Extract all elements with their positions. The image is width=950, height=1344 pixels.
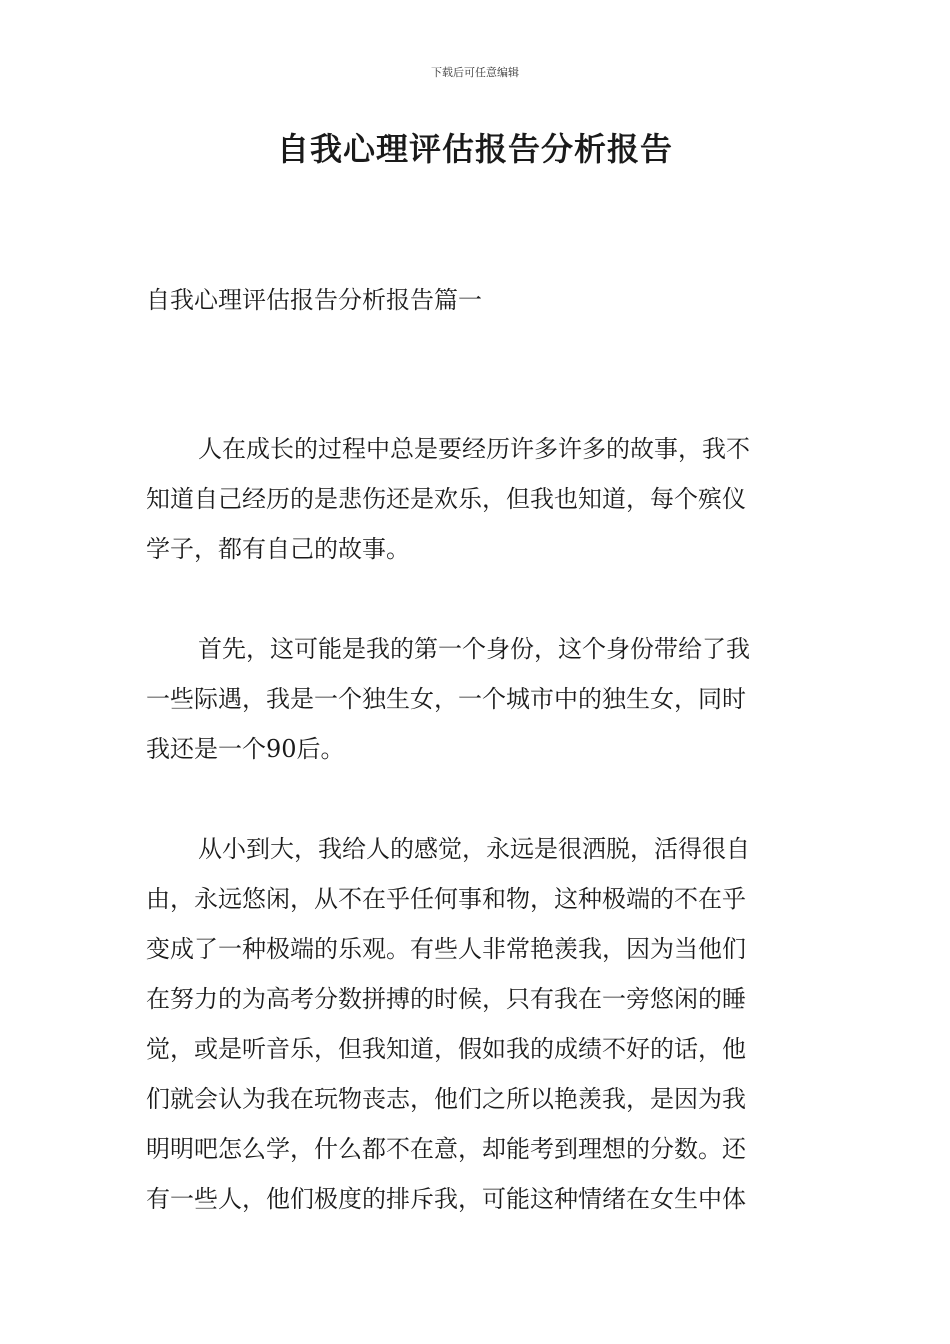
paragraph-line: 一些际遇，我是一个独生女，一个城市中的独生女，同时 <box>146 685 746 713</box>
paragraph-line: 我还是一个90后。 <box>146 735 345 763</box>
paragraph-line: 觉，或是听音乐，但我知道，假如我的成绩不好的话，他 <box>146 1035 746 1063</box>
paragraph <box>146 624 806 774</box>
paragraph-line: 学子，都有自己的故事。 <box>146 535 410 563</box>
document-title: 自我心理评估报告分析报告 <box>276 130 673 168</box>
paragraph-line: 由，永远悠闲，从不在乎任何事和物，这种极端的不在乎 <box>146 885 746 913</box>
paragraph-line: 有一些人，他们极度的排斥我，可能这种情绪在女生中体 <box>146 1185 746 1213</box>
paragraph-line: 首先，这可能是我的第一个身份，这个身份带给了我 <box>198 635 750 663</box>
header-note: 下载后可任意编辑 <box>431 66 519 79</box>
paragraph-line: 在努力的为高考分数拼搏的时候，只有我在一旁悠闲的睡 <box>146 985 746 1013</box>
paragraph-line: 人在成长的过程中总是要经历许多许多的故事，我不 <box>198 435 750 463</box>
section-heading: 自我心理评估报告分析报告篇一 <box>146 286 482 314</box>
paragraph-line: 变成了一种极端的乐观。有些人非常艳羡我，因为当他们 <box>146 935 746 963</box>
paragraph-line: 们就会认为我在玩物丧志，他们之所以艳羡我，是因为我 <box>146 1085 746 1113</box>
paragraph <box>146 424 806 574</box>
paragraph-line: 知道自己经历的是悲伤还是欢乐，但我也知道，每个殡仪 <box>146 485 746 513</box>
paragraph-line: 明明吧怎么学，什么都不在意，却能考到理想的分数。还 <box>146 1135 746 1163</box>
paragraph <box>146 824 806 1224</box>
paragraph-line: 从小到大，我给人的感觉，永远是很洒脱，活得很自 <box>198 835 750 863</box>
